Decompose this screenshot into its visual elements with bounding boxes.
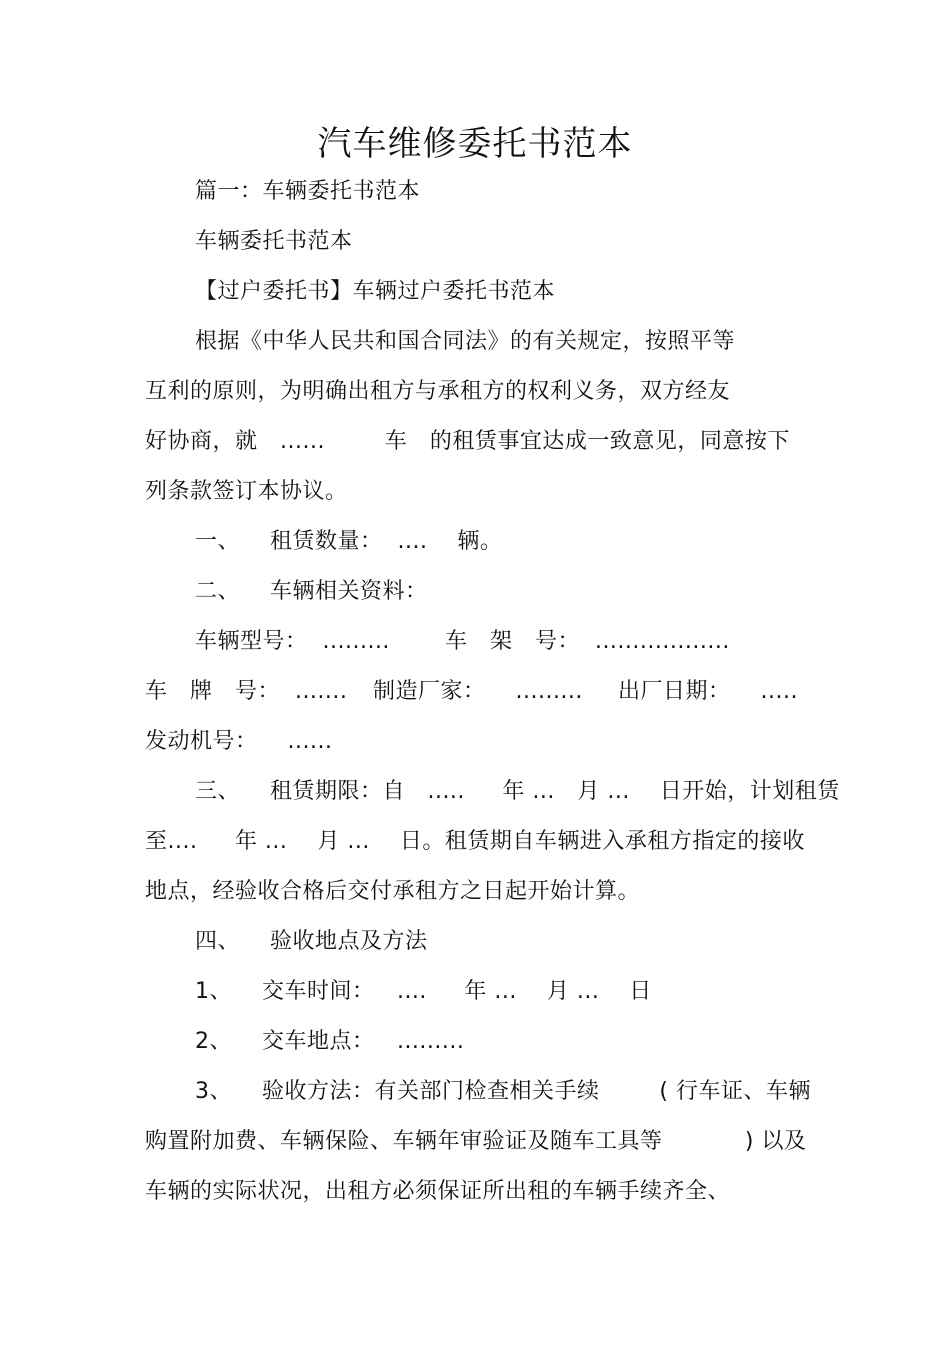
clause-line: 四、 验收地点及方法: [195, 929, 428, 954]
list-item: 2、 交车地点： .........: [195, 1029, 465, 1054]
paragraph-line: 购置附加费、车辆保险、车辆年审验证及随车工具等 ) 以及: [145, 1129, 807, 1154]
clause-line: 三、 租赁期限：自 ..... 年 ... 月 ... 日开始，计划租赁: [195, 779, 840, 804]
clause-line: 二、 车辆相关资料：: [195, 579, 428, 604]
field-production-date: 出厂日期： .....: [618, 679, 798, 704]
paragraph-line: 地点，经验收合格后交付承租方之日起开始计算。: [145, 879, 641, 904]
clause-line: 一、 租赁数量： .... 辆。: [195, 529, 503, 554]
field-frame-number: 车 架 号： ..................: [445, 629, 730, 654]
field-plate-number: 车 牌 号： .......: [145, 679, 348, 704]
field-manufacturer: 制造厂家： .........: [373, 679, 583, 704]
field-vehicle-model: 车辆型号： .........: [195, 629, 390, 654]
document-title: 汽车维修委托书范本: [317, 124, 633, 164]
paragraph-line: 至.... 年 ... 月 ... 日。租赁期自车辆进入承租方指定的接收: [145, 829, 805, 854]
subheading: 【过户委托书】车辆过户委托书范本: [195, 279, 556, 304]
paragraph-line: 根据《中华人民共和国合同法》的有关规定，按照平等: [195, 329, 736, 354]
list-item: 1、 交车时间： .... 年 ... 月 ... 日: [195, 979, 652, 1004]
paragraph-line: 互利的原则，为明确出租方与承租方的权利义务，双方经友: [145, 379, 731, 404]
field-engine-number: 发动机号： ......: [145, 729, 333, 754]
section-heading: 篇一：车辆委托书范本: [195, 179, 421, 204]
paragraph-line: 列条款签订本协议。: [145, 479, 348, 504]
paragraph-line: 车辆的实际状况，出租方必须保证所出租的车辆手续齐全、: [145, 1179, 731, 1204]
paragraph-line: 好协商，就 ...... 车 的租赁事宜达成一致意见，同意按下: [145, 429, 790, 454]
subheading: 车辆委托书范本: [195, 229, 353, 254]
list-item: 3、 验收方法：有关部门检查相关手续 ( 行车证、车辆: [195, 1079, 811, 1104]
